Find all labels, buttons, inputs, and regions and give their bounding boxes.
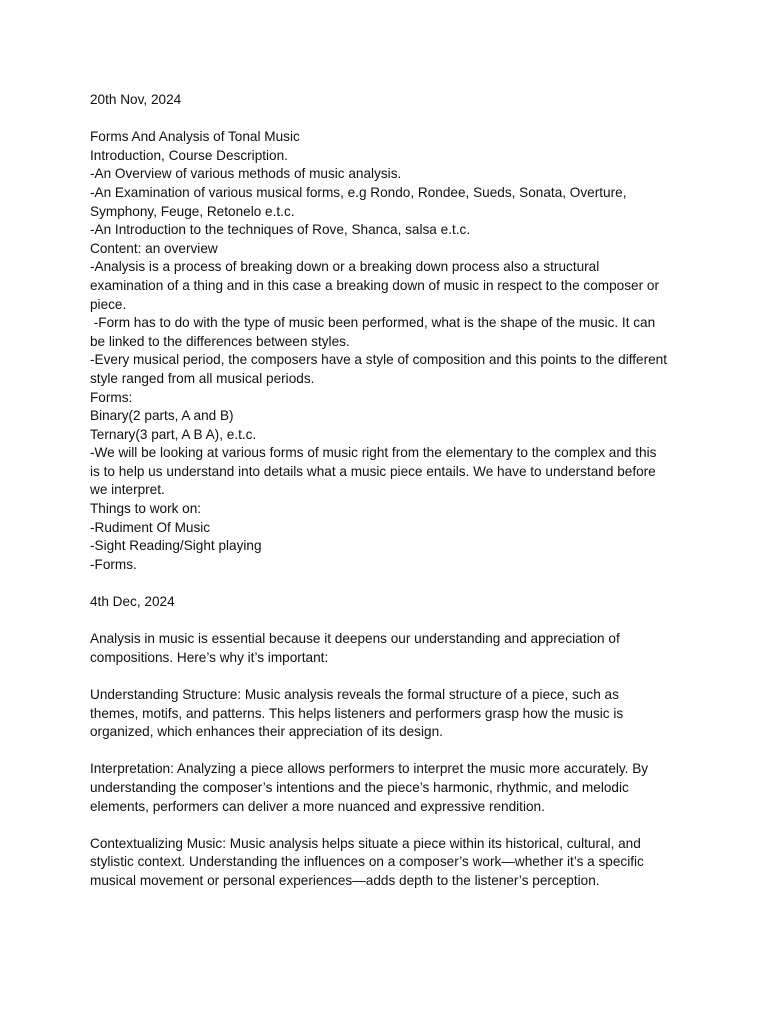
text-line: -Form has to do with the type of music been performed, what is the shape of the music. It can — [90, 315, 656, 331]
text-line: -We will be looking at various forms of music right from the elementary to the complex and this — [90, 445, 657, 461]
paragraph-understanding-structure — [90, 686, 690, 742]
text-line: Things to work on: — [90, 501, 202, 517]
text-line: Binary(2 parts, A and B) — [90, 408, 234, 424]
paragraph-intro — [90, 630, 690, 667]
text-line: -Every musical period, the composers have a style of composition and this points to the different — [90, 352, 668, 368]
text-line: stylistic context. Understanding the influences on a composer’s work—whether it’s a specific — [90, 854, 644, 870]
date-heading-dec: 4th Dec, 2024 — [90, 594, 175, 610]
spacer — [90, 612, 690, 631]
text-line: themes, motifs, and patterns. This helps listeners and performers grasp how the music is — [90, 705, 624, 721]
spacer — [90, 667, 690, 686]
date-heading-nov: 20th Nov, 2024 — [90, 92, 182, 107]
text-line: Interpretation: Analyzing a piece allows performers to interpret the music more accurately. By — [90, 761, 649, 777]
course-title: Forms And Analysis of Tonal Music — [90, 129, 300, 145]
document-page — [90, 91, 690, 891]
text-line: -Sight Reading/Sight playing — [90, 538, 262, 554]
text-line: -An Introduction to the techniques of Rove, Shanca, salsa e.t.c. — [90, 222, 471, 238]
text-line: Understanding Structure: Music analysis reveals the formal structure of a piece, such as — [90, 687, 619, 702]
text-line: musical movement or personal experiences—adds depth to the listener’s perception. — [90, 872, 600, 888]
text-line: Analysis in music is essential because it deepens our understanding and appreciation of — [90, 631, 620, 647]
text-line: understanding the composer’s intentions and the piece’s harmonic, rhythmic, and melodic — [90, 779, 629, 795]
text-line: compositions. Here’s why it’s important: — [90, 649, 329, 665]
text-line: -An Overview of various methods of music analysis. — [90, 166, 402, 182]
text-line: Symphony, Feuge, Retonelo e.t.c. — [90, 203, 295, 219]
spacer — [90, 110, 690, 129]
text-line: Introduction, Course Description. — [90, 147, 288, 163]
spacer — [90, 816, 690, 835]
text-line: we interpret. — [90, 482, 165, 498]
text-line: -Forms. — [90, 556, 137, 572]
text-line: elements, performers can deliver a more nuanced and expressive rendition. — [90, 798, 545, 814]
text-line: style ranged from all musical periods. — [90, 370, 315, 386]
text-line: examination of a thing and in this case a breaking down of music in respect to the composer or — [90, 277, 659, 293]
paragraph-interpretation — [90, 760, 690, 816]
text-line: Contextualizing Music: Music analysis helps situate a piece within its historical, cultural, and — [90, 835, 641, 851]
paragraph-contextualizing-music — [90, 835, 690, 891]
text-line: piece. — [90, 296, 127, 312]
spacer — [90, 742, 690, 761]
spacer — [90, 574, 690, 593]
text-line: -Analysis is a process of breaking down or a breaking down process also a structural — [90, 259, 600, 275]
text-line: is to help us understand into details what a music piece entails. We have to understand before — [90, 463, 656, 479]
text-line: -Rudiment Of Music — [90, 519, 211, 535]
lecture-notes-nov — [90, 128, 690, 574]
text-line: Forms: — [90, 389, 133, 405]
text-line: Ternary(3 part, A B A), e.t.c. — [90, 426, 257, 442]
text-line: Content: an overview — [90, 240, 218, 256]
text-line: -An Examination of various musical forms, e.g Rondo, Rondee, Sueds, Sonata, Overture, — [90, 184, 627, 200]
text-line: organized, which enhances their appreciation of its design. — [90, 724, 443, 740]
text-line: be linked to the differences between styles. — [90, 333, 350, 349]
